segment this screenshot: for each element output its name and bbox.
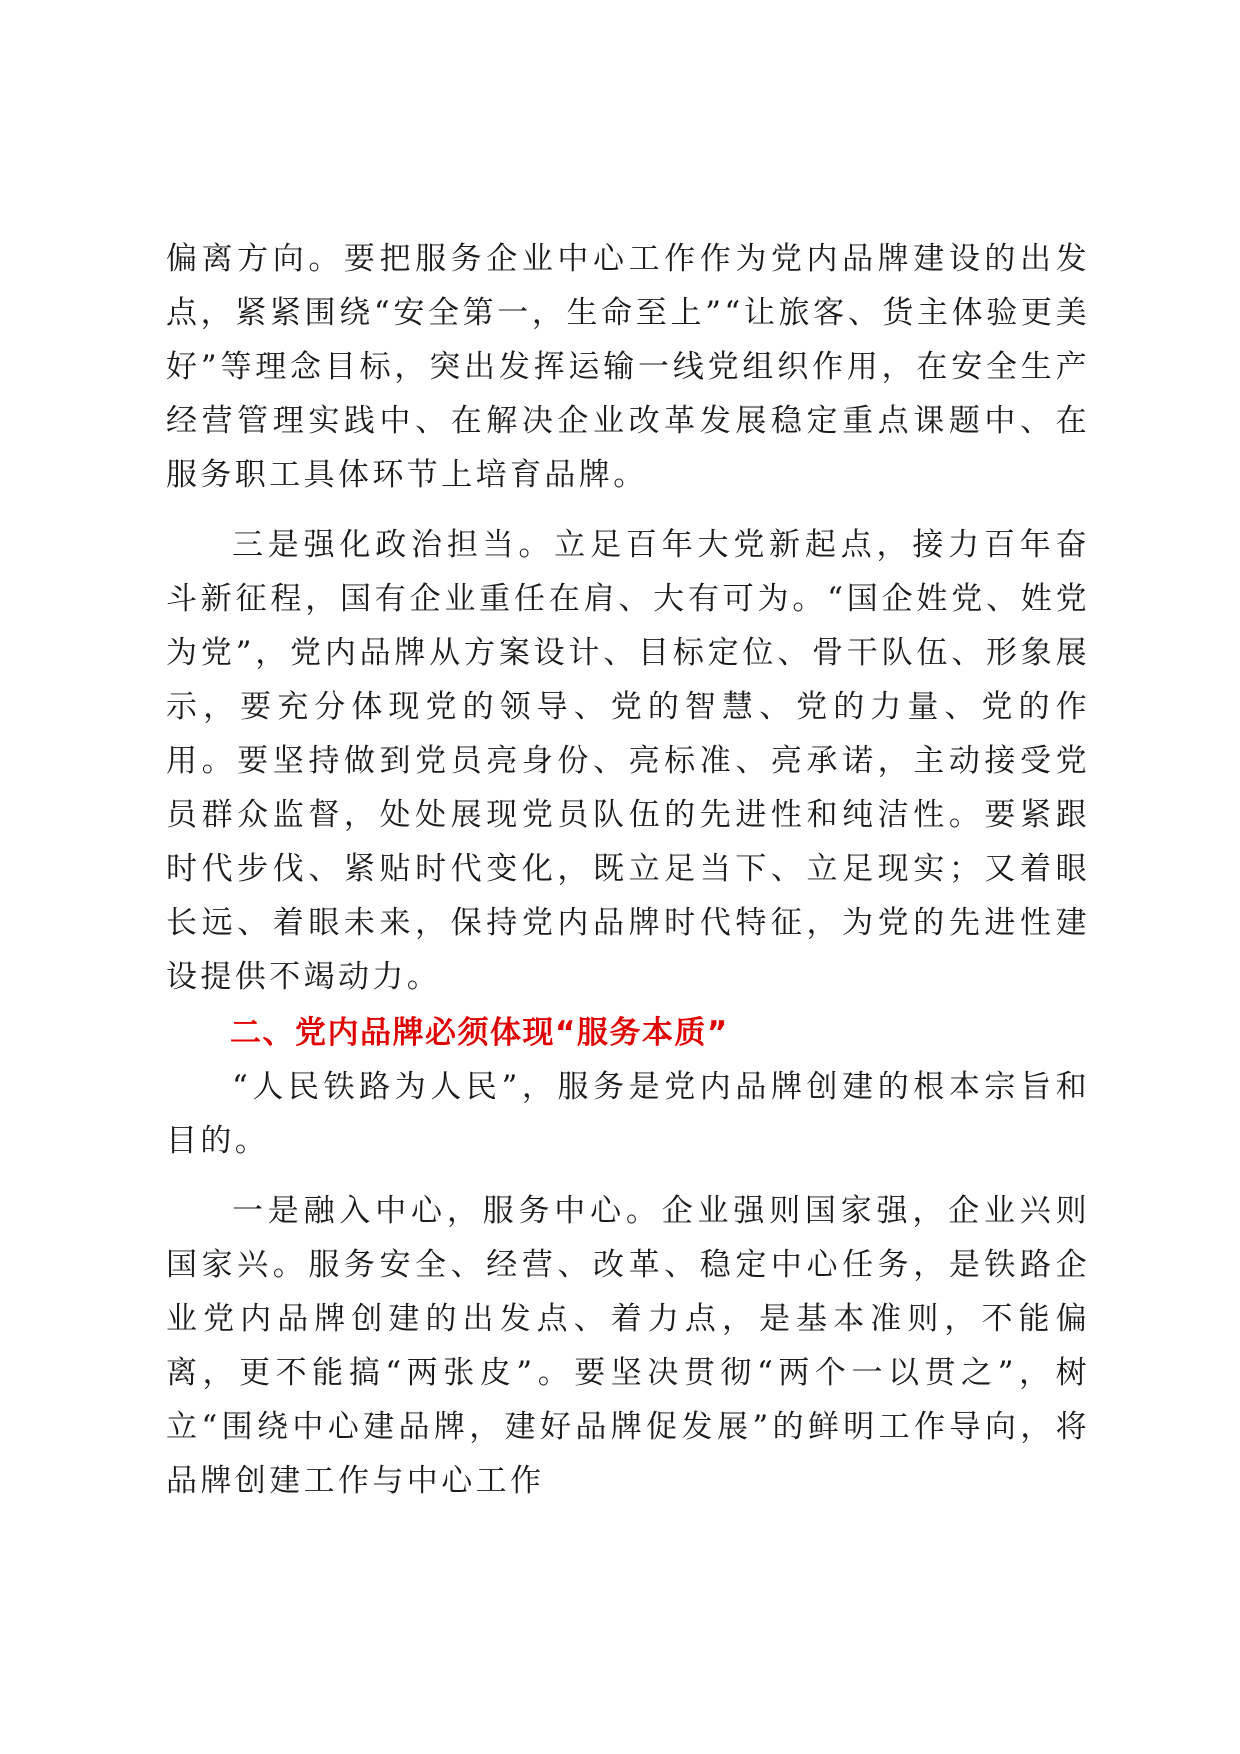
document-body xyxy=(166,232,1090,1508)
paragraph-integrate-center: 一是融入中心，服务中心。企业强则国家强，企业兴则国家兴。服务安全、经营、改革、稳定中心任务，是铁路企业党内品牌创建的出发点、着力点，是基本准则，不能偏离，更不能搞“两张皮”。要坚决贯彻“两个一以贯之”，树立“围绕中心建品牌，建好品牌促发展”的鲜明工作导向，将品牌创建工作与中心工作 xyxy=(166,1193,1090,1499)
paragraph-political-responsibility: 三是强化政治担当。立足百年大党新起点，接力百年奋斗新征程，国有企业重任在肩、大有可为。“国企姓党、姓党为党”，党内品牌从方案设计、目标定位、骨干队伍、形象展示，要充分体现党的领导、党的智慧、党的力量、党的作用。要坚持做到党员亮身份、亮标准、亮承诺，主动接受党员群众监督，处处展现党员队伍的先进性和纯洁性。要紧跟时代步伐、紧贴时代变化，既立足当下、立足现实；又着眼长远、着眼未来，保持党内品牌时代特征，为党的先进性建设提供不竭动力。 xyxy=(166,527,1090,995)
section-heading: 二、党内品牌必须体现“服务本质” xyxy=(230,1015,729,1051)
paragraph-service-purpose: “人民铁路为人民”，服务是党内品牌创建的根本宗旨和目的。 xyxy=(166,1069,1090,1159)
paragraph-continued: 偏离方向。要把服务企业中心工作作为党内品牌建设的出发点，紧紧围绕“安全第一，生命至上”“让旅客、货主体验更美好”等理念目标，突出发挥运输一线党组织作用，在安全生产经营管理实践中、在解决企业改革发展稳定重点课题中、在服务职工具体环节上培育品牌。 xyxy=(166,241,1090,493)
